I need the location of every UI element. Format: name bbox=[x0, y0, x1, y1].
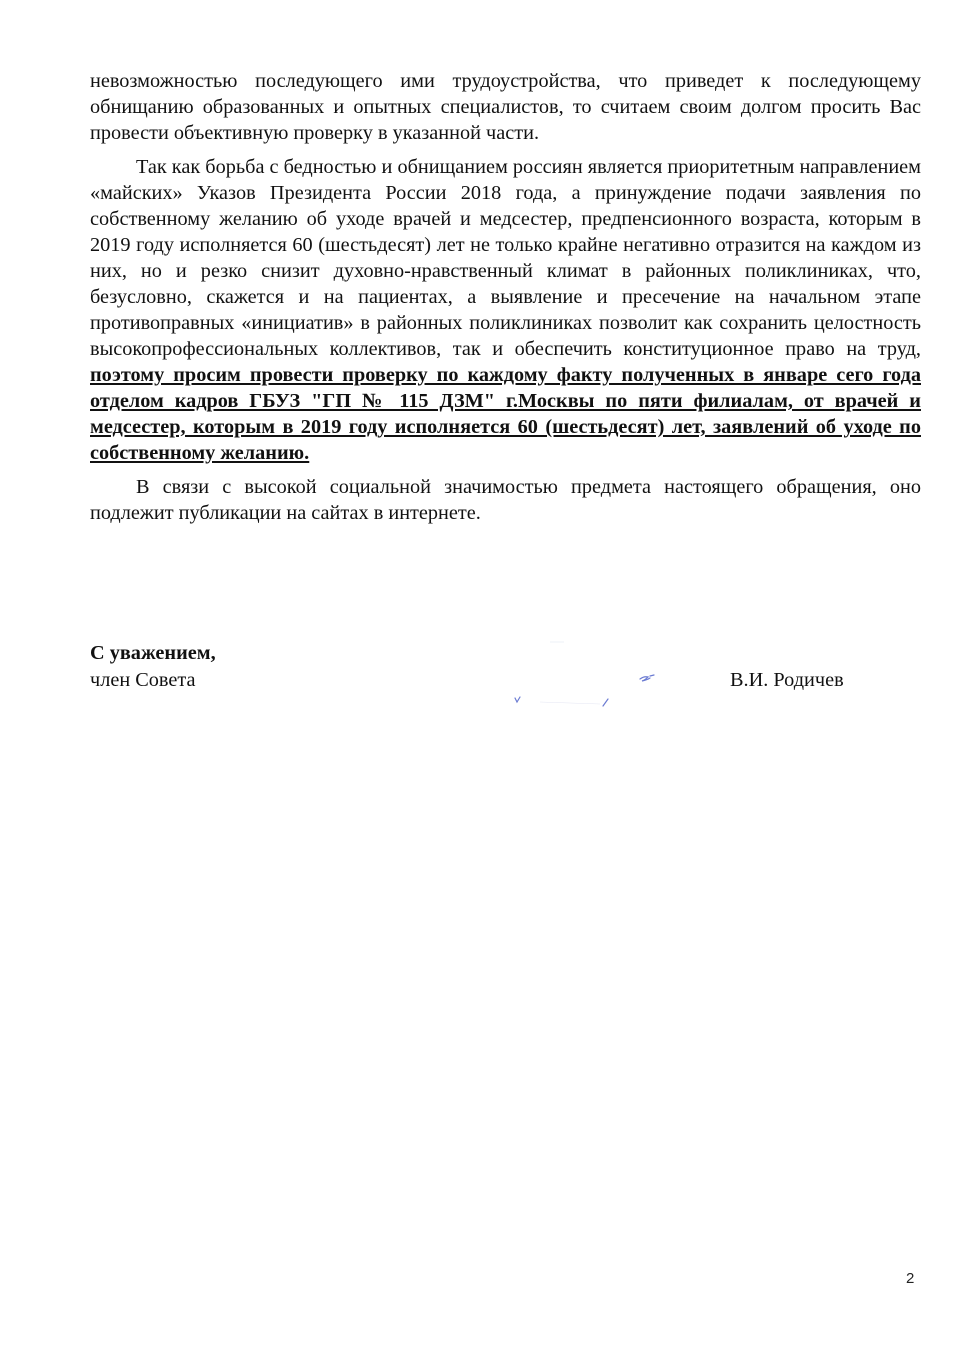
letter-body bbox=[90, 68, 921, 526]
paragraph-publication: В связи с высокой социальной значимостью предмета настоящего обращения, оно подлежит публикации на сайтах в интернете. bbox=[90, 476, 921, 524]
signer-name: В.И. Родичев bbox=[730, 669, 844, 691]
signature-line bbox=[90, 667, 870, 694]
handwritten-signature bbox=[500, 632, 690, 712]
closing-block bbox=[90, 640, 870, 694]
paragraph-request-emphasis: поэтому просим провести проверку по каждому факту полученных в январе сего года отделом кадров ГБУЗ "ГП № 115 ДЗМ" г.Москвы по пяти филиалам, от врачей и медсестер, которым в 2019 году исполняется 60 (шестьдесят) лет, заявлений об уходе по собственному желанию. bbox=[90, 364, 921, 464]
page-number: 2 bbox=[906, 1270, 915, 1287]
paragraph-continuation: невозможностью последующего ими трудоустройства, что приведет к последующему обнищанию образованных и опытных специалистов, то считаем своим долгом просить Вас провести объективную проверку в указанной части. bbox=[90, 70, 921, 144]
paragraph-request-text: Так как борьба с бедностью и обнищанием россиян является приоритетным направлением «майских» Указов Президента России 2018 года, а принуждение подачи заявления по собственному желанию об уходе врачей и медсестер, предпенсионного возраста, которым в 2019 году исполняется 60 (шестьдесят) лет не только крайне негативно отразится на каждом из них, но и резко снизит духовно-нравственный климат в районных поликлиниках, что, безусловно, скажется и на пациентах, а выявление и пресечение на начальном этапе противоправных «инициатив» в районных поликлиниках позволит как сохранить целостность высокопрофессиональных коллективов, так и обеспечить конституционное право на труд, bbox=[90, 156, 922, 360]
signer-role: член Совета bbox=[90, 669, 196, 691]
closing-greeting: С уважением, bbox=[90, 642, 216, 664]
paragraph-request bbox=[90, 154, 921, 466]
